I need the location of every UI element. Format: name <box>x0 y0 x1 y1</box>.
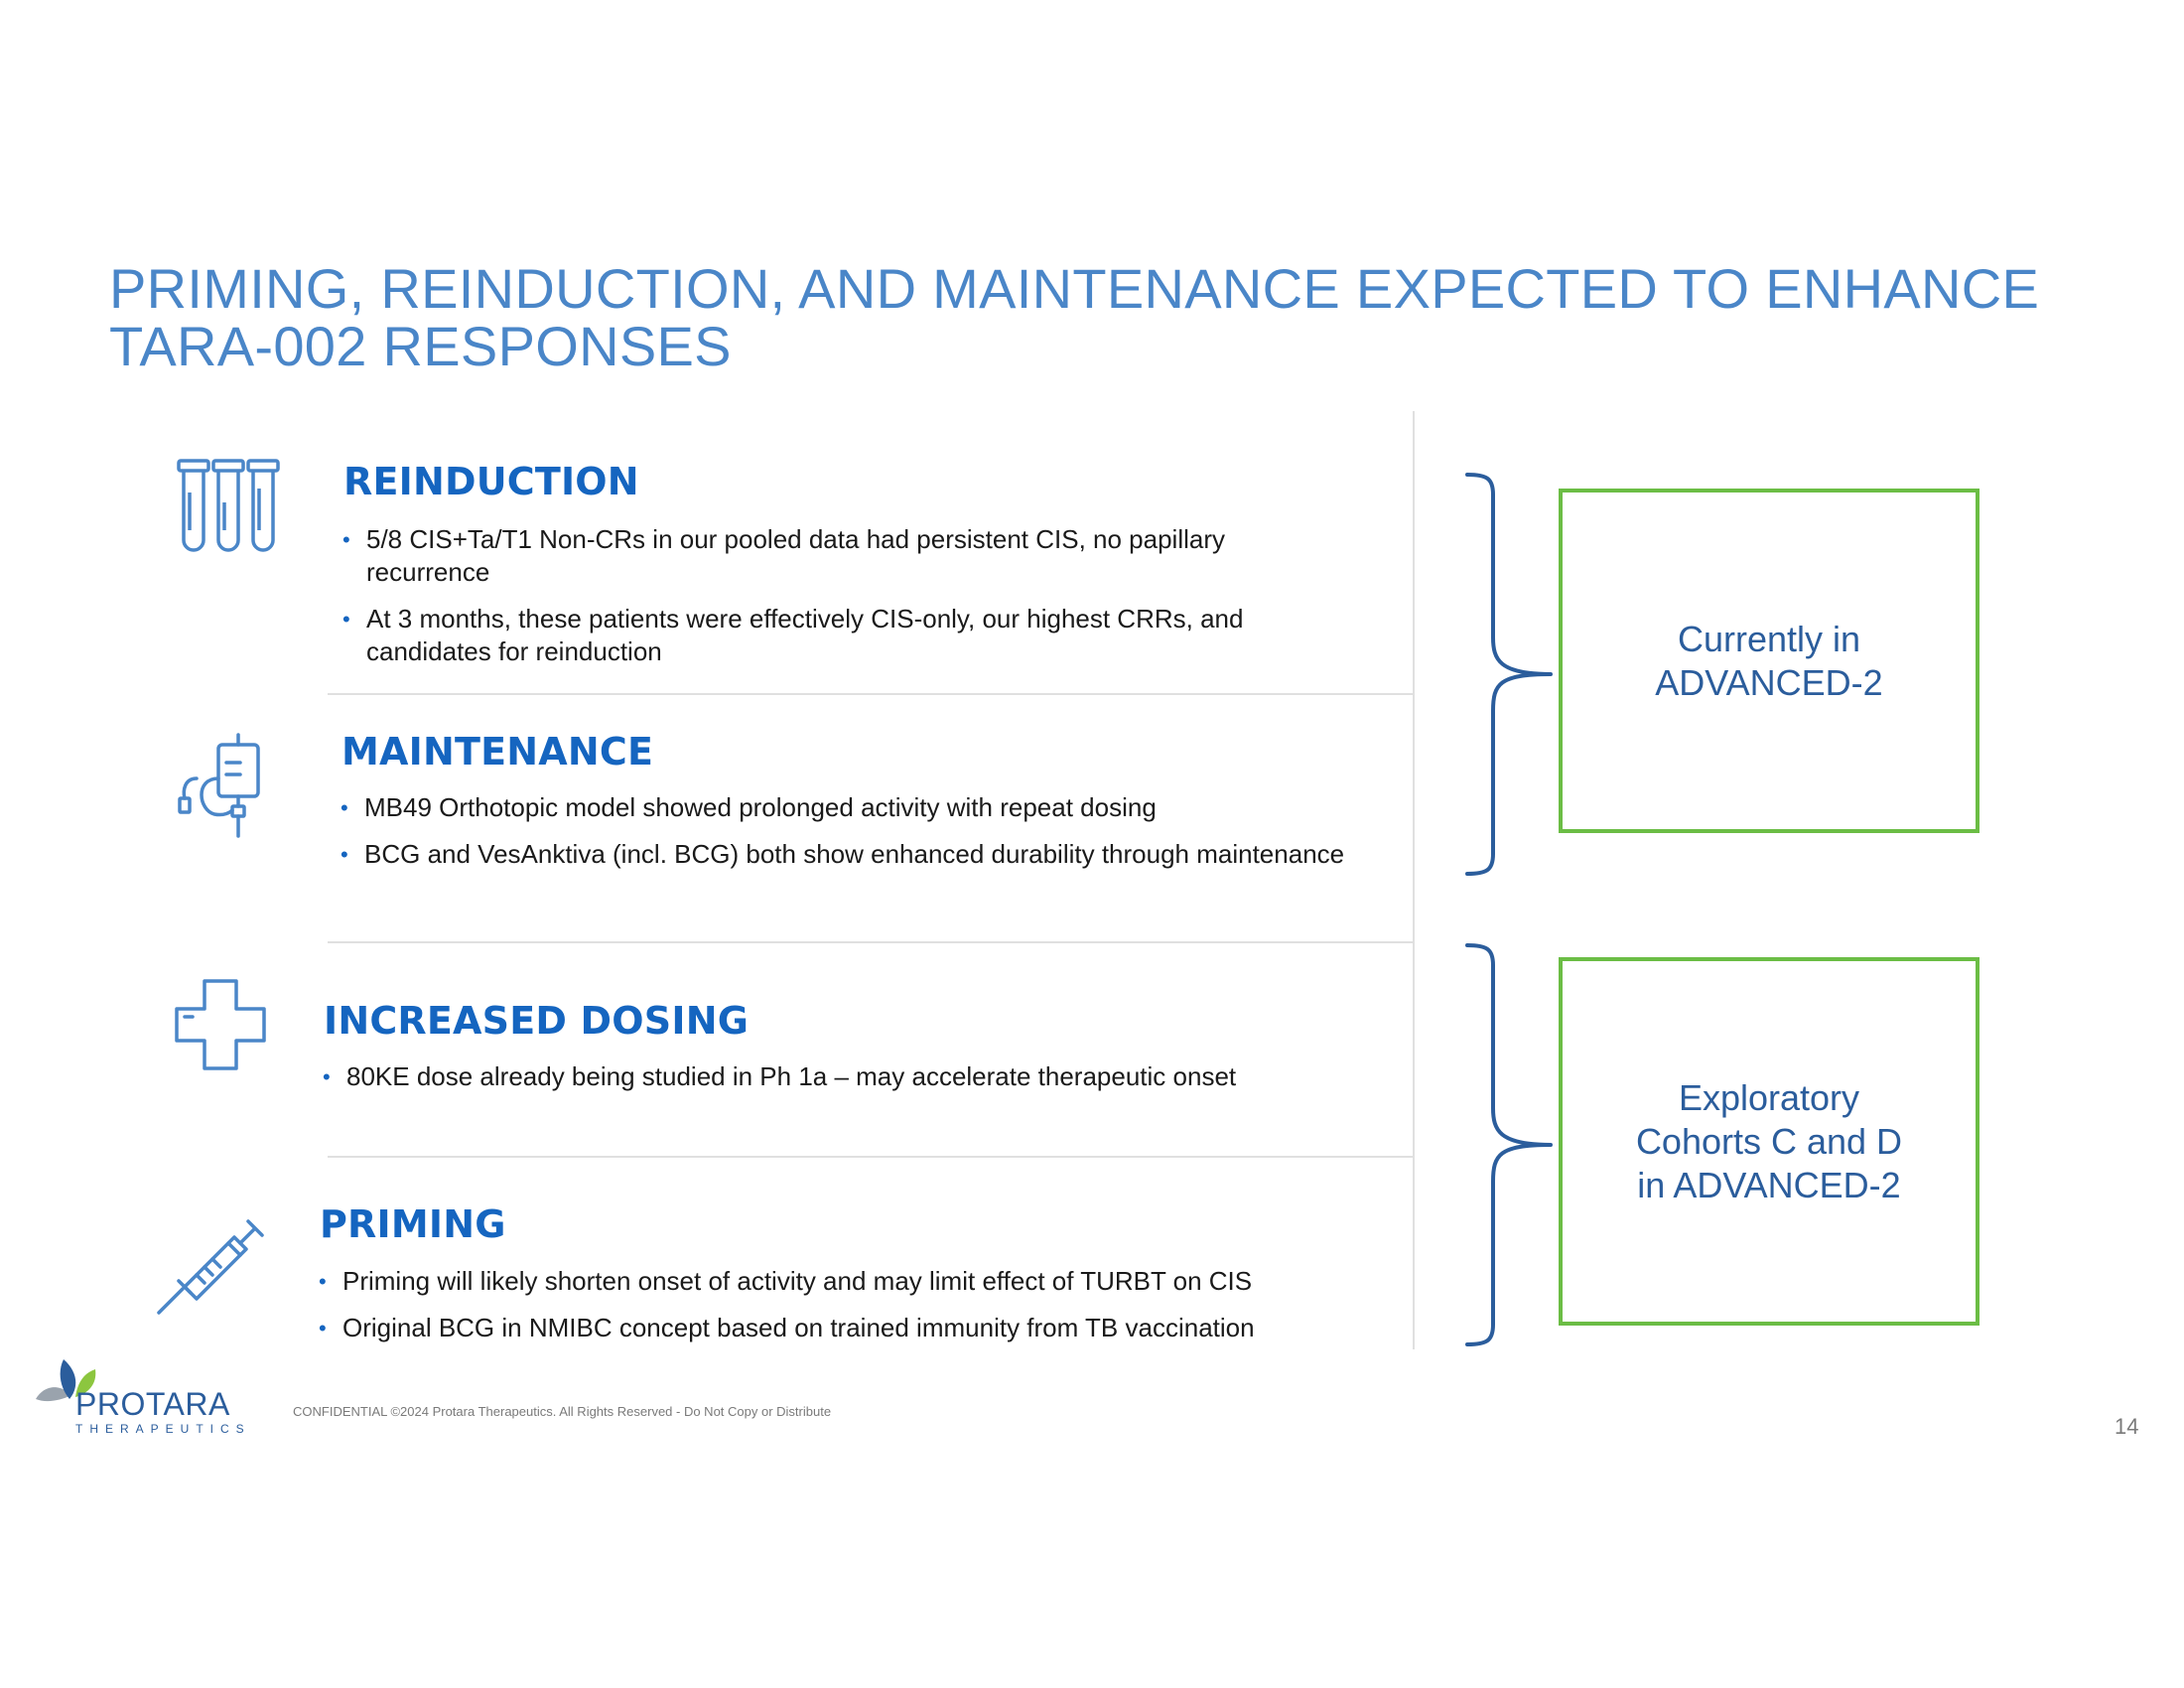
slide-title: PRIMING, REINDUCTION, AND MAINTENANCE EXPECTED TO ENHANCE TARA-002 RESPONSES <box>109 257 2040 377</box>
section-divider <box>328 1156 1413 1158</box>
section-divider <box>328 693 1413 695</box>
reinduction-bullets <box>342 523 1355 682</box>
syringe-icon <box>157 1197 266 1315</box>
iv-bag-icon <box>175 731 270 840</box>
section-heading-increased-dosing: INCREASED DOSING <box>324 999 750 1043</box>
logo-subtitle: THERAPEUTICS <box>75 1422 251 1436</box>
status-box-text: Currently in ADVANCED-2 <box>1655 618 1883 703</box>
brace-bracket <box>1459 941 1555 1348</box>
list-item: • 80KE dose already being studied in Ph 1a – may accelerate therapeutic onset <box>323 1060 1375 1093</box>
bullet-text: no papillary recurrence <box>366 524 1226 587</box>
page-number: 14 <box>2115 1414 2139 1439</box>
section-heading-priming: PRIMING <box>320 1202 506 1246</box>
list-item: • MB49 Orthotopic model showed prolonged activity with repeat dosing <box>341 791 1353 824</box>
list-item: • BCG and VesAnktiva (incl. BCG) both show enhanced durability through maintenance <box>341 838 1353 871</box>
maintenance-bullets <box>341 791 1353 885</box>
section-heading-reinduction: REINDUCTION <box>343 460 639 503</box>
confidential-notice: CONFIDENTIAL ©2024 Protara Therapeutics. All Rights Reserved - Do Not Copy or Distribute <box>293 1404 832 1419</box>
status-box-text: Exploratory Cohorts C and D in ADVANCED-2 <box>1635 1076 1903 1205</box>
list-item: • Priming will likely shorten onset of activity and may limit effect of TURBT on CIS <box>319 1265 1391 1298</box>
priming-bullets <box>319 1265 1391 1358</box>
section-divider <box>328 941 1413 943</box>
test-tubes-icon <box>177 459 280 554</box>
increased-dosing-bullets <box>323 1060 1375 1107</box>
list-item: • Original BCG in NMIBC concept based on trained immunity from TB vaccination <box>319 1312 1391 1344</box>
section-heading-maintenance: MAINTENANCE <box>341 730 654 774</box>
list-item <box>342 523 1355 589</box>
logo-wordmark: PROTARA <box>75 1386 230 1422</box>
brace-bracket <box>1459 471 1555 878</box>
status-box-current <box>1559 489 1979 833</box>
vertical-divider <box>1413 411 1415 1349</box>
status-box-exploratory <box>1559 957 1979 1326</box>
list-item: • At 3 months, these patients were effectively CIS-only, our highest CRRs, and candidates for reinduction <box>342 603 1355 668</box>
bullet-emphasis: had persistent CIS, <box>866 524 1086 554</box>
bullet-text: in our pooled data <box>645 524 867 554</box>
medical-cross-icon <box>173 977 268 1072</box>
bullet-emphasis: 5/8 CIS+Ta/T1 Non-CRs <box>366 524 646 554</box>
